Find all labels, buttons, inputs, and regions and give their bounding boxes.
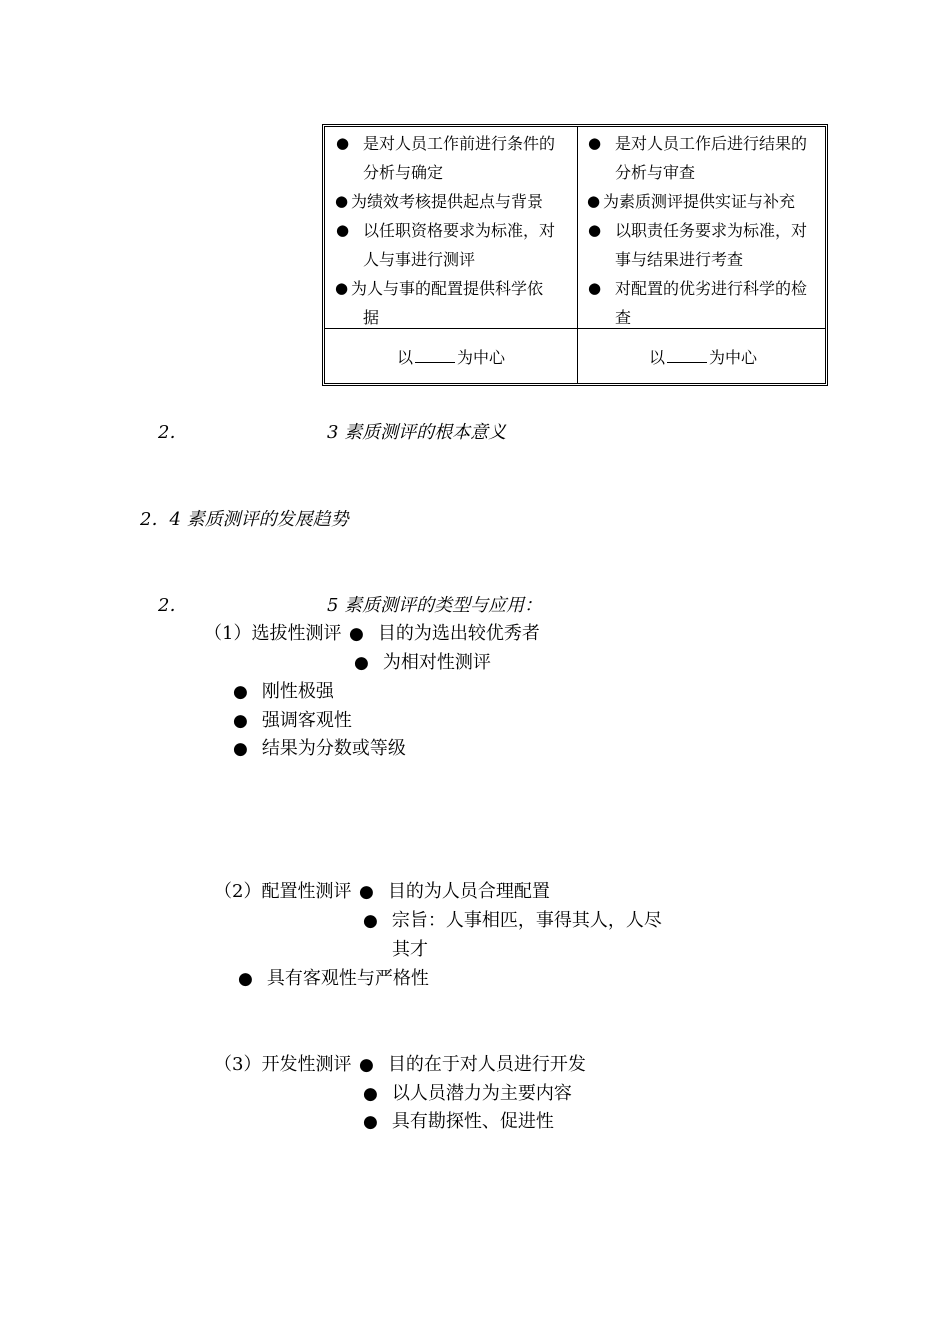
bullet-icon: ●	[588, 279, 602, 297]
bullet-icon: ●	[359, 882, 374, 902]
list-item: ● 刚性极强	[233, 681, 334, 702]
list-item: ● 具有客观性与严格性	[238, 968, 429, 989]
type-2-label: （2）配置性测评	[214, 881, 352, 902]
type-3-label: （3）开发性测评	[214, 1054, 352, 1075]
list-item: ● 宗旨：人事相匹，事得其人，人尽	[363, 910, 662, 931]
bullet-icon: ●	[588, 221, 602, 239]
bullet-icon: ●	[363, 1084, 378, 1104]
bullet-icon: ●	[336, 134, 350, 152]
list-item: ● 为相对性测评	[354, 652, 491, 673]
list-item: ● 为绩效考核提供起点与背景	[325, 187, 577, 216]
bullet-icon: ●	[233, 711, 248, 731]
list-item: ● 以人员潜力为主要内容	[363, 1083, 572, 1104]
list-item: ● 对配置的优劣进行科学的检	[577, 274, 829, 303]
bullet-icon: ●	[587, 192, 601, 210]
list-item: 人与事进行测评	[363, 250, 476, 269]
list-item: 分析与审查	[615, 163, 696, 182]
bullet-icon: ●	[588, 134, 602, 152]
bullet-icon: ●	[349, 624, 364, 644]
list-item: ● 以职责任务要求为标准，对	[577, 216, 829, 245]
type-1-label: （1）选拔性测评	[204, 623, 342, 644]
list-item: ● 目的为选出较优秀者	[349, 623, 540, 644]
comparison-table	[322, 124, 828, 386]
list-item: ● 强调客观性	[233, 710, 352, 731]
bullet-icon: ●	[335, 279, 349, 297]
list-item: 查	[615, 308, 632, 327]
bullet-icon: ●	[354, 653, 369, 673]
table-footer-left: 以 为中心	[396, 348, 506, 367]
table-right-cell	[577, 129, 829, 332]
list-item: ● 目的为人员合理配置	[359, 881, 550, 902]
list-item: 分析与确定	[363, 163, 444, 182]
bullet-icon: ●	[335, 192, 349, 210]
list-item: ● 是对人员工作后进行结果的	[577, 129, 829, 158]
blank-line	[415, 348, 455, 363]
list-item: ● 目的在于对人员进行开发	[359, 1054, 586, 1075]
list-item: ● 为素质测评提供实证与补充	[577, 187, 829, 216]
blank-line	[667, 348, 707, 363]
section-2-3-title: 3 素质测评的根本意义	[327, 422, 507, 443]
bullet-icon: ●	[238, 969, 253, 989]
list-item-continuation: 其才	[392, 939, 428, 960]
bullet-icon: ●	[359, 1055, 374, 1075]
section-2-5-title: 5 素质测评的类型与应用：	[327, 595, 543, 616]
section-2-5-number: 2．	[158, 595, 188, 616]
bullet-icon: ●	[363, 1112, 378, 1132]
list-item: ● 是对人员工作前进行条件的	[325, 129, 577, 158]
bullet-icon: ●	[233, 739, 248, 759]
bullet-icon: ●	[233, 682, 248, 702]
list-item: ● 为人与事的配置提供科学依	[325, 274, 577, 303]
list-item: ● 具有勘探性、促进性	[363, 1111, 554, 1132]
list-item: 事与结果进行考查	[615, 250, 744, 269]
table-footer-right: 以 为中心	[648, 348, 758, 367]
section-2-4-title: 2．4 素质测评的发展趋势	[140, 509, 349, 530]
bullet-icon: ●	[363, 911, 378, 931]
table-left-cell	[325, 129, 577, 332]
section-2-3-number: 2．	[158, 422, 188, 443]
list-item: ● 结果为分数或等级	[233, 738, 406, 759]
bullet-icon: ●	[336, 221, 350, 239]
list-item: ● 以任职资格要求为标准，对	[325, 216, 577, 245]
list-item: 据	[363, 308, 380, 327]
